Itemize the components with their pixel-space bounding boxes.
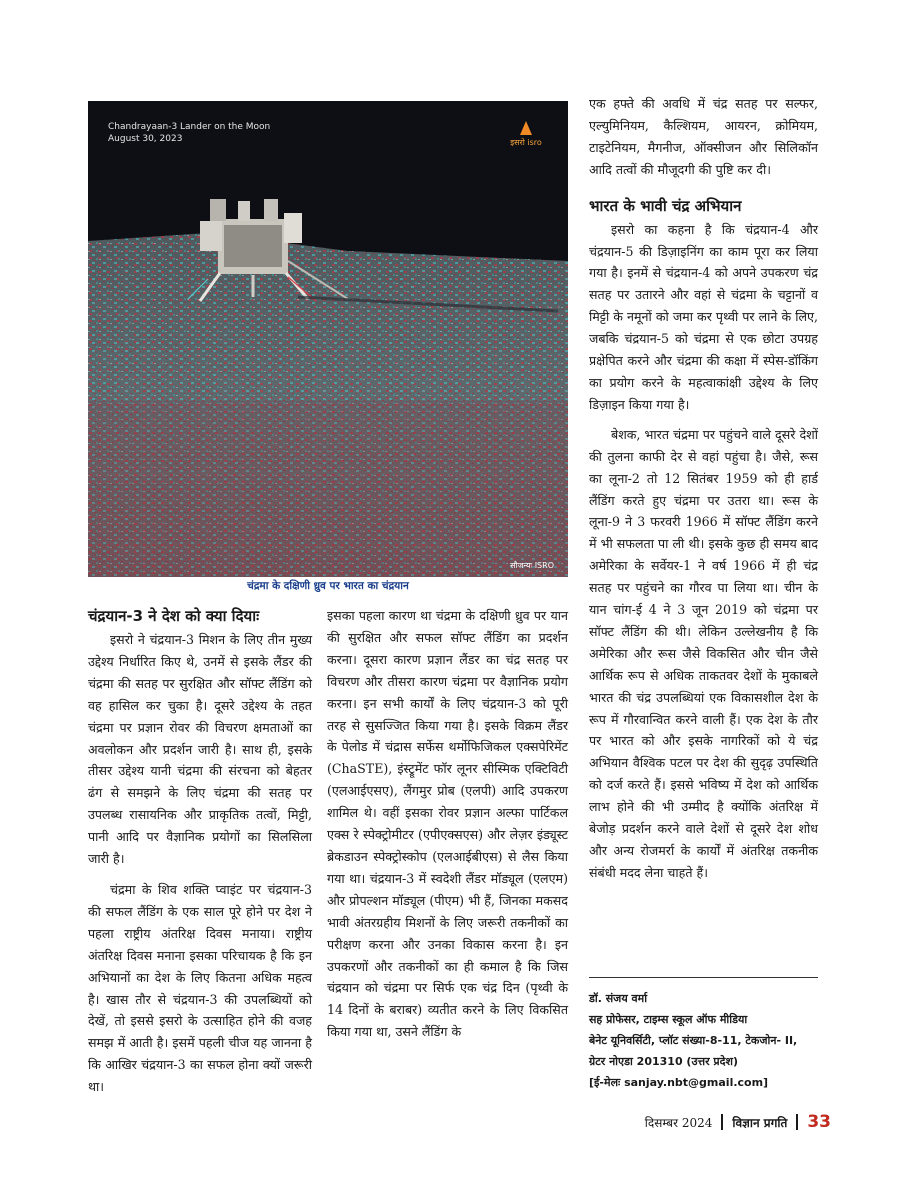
photo-credit: सौजन्यः ISRO: [510, 561, 554, 570]
footer-separator: [721, 1114, 723, 1130]
rocket-icon: [520, 121, 532, 135]
author-block: [589, 988, 829, 1093]
photo-title-line2: August 30, 2023: [108, 134, 183, 144]
paragraph: इसरो का कहना है कि चंद्रयान-4 और चंद्रयान-5 की डिज़ाइनिंग का काम पूरा कर लिया गया है। इनमें से चंद्रयान-4 को अपने उपकरण चंद्र सतह पर उतारने और वहां से चंद्रमा के चट्टानों व मिट्टी के नमूनों को जमा कर पृथ्वी पर लाने के लिए, जबकि चंद्रयान-5 को चंद्रमा से एक छोटा उपग्रह प्रक्षेपित करने और चंद्रमा की कक्षा में स्पेस-डॉकिंग का प्रयोग करने के महत्वाकांक्षी उद्देश्य के लिए डिज़ाइन किया गया है।: [589, 221, 818, 412]
footer-journal-name: विज्ञान प्रगति: [732, 1115, 788, 1130]
article-column-3: [589, 93, 818, 884]
footer-date: दिसम्बर 2024: [644, 1115, 713, 1130]
lander-photo-graphic: [88, 101, 568, 577]
author-address-1: बेनेट यूनिवर्सिटी, प्लॉट संख्या-8-11, टेकजोन- II,: [589, 1034, 798, 1047]
author-divider: [589, 977, 818, 978]
footer-separator: [796, 1114, 798, 1130]
isro-logo-text: इसरो isro: [510, 138, 542, 147]
paragraph: बेशक, भारत चंद्रमा पर पहुंचने वाले दूसरे देशों की तुलना काफी देर से वहां पहुंचा है। जैसे, रूस का लूना-2 तो 12 सितंबर 1959 को ही हार्ड लैंडिंग करते हुए चंद्रमा पर उतरा था। रूस के लूना-9 ने 3 फरवरी 1966 में सॉफ्ट लैंडिंग करने में भी सफलता पा ली थी। इसके कुछ ही समय बाद अमेरिका के सर्वेयर-1 ने वर्ष 1966 में ही चंद्र सतह पर पहुंचने का गौरव पा लिया था। चीन के यान चांग-ई 4 ने 3 जून 2019 को चंद्रमा पर सॉफ्ट लैंडिंग की थी। लेकिन उल्लेखनीय है कि अमेरिका और रूस जैसे विकसित और चीन जैसे आर्थिक रूप से अधिक ताकतवर देशों के मुकाबले भारत की चंद्र उपलब्धियां एक विकासशील देश के रूप में गौरवान्वित करने वाली हैं। एक देश के तौर पर भारत को और इसके नागरिकों को ये चंद्र अभियान वैश्विक पटल पर देश की सुदृढ़ उपस्थिति को दर्ज करते हैं। इससे भविष्य में देश को आर्थिक लाभ होने की भी उम्मीद है क्योंकि अंतरिक्ष में बेजोड़ प्रदर्शन करने वाले देशों से दूसरे देश शोध और अन्य रोजमर्रा के कार्यों में अंतरिक्ष तकनीक संबंधी मदद लेना चाहते हैं।: [589, 426, 818, 880]
author-name: डॉ. संजय वर्मा: [589, 992, 648, 1005]
page-number: 33: [807, 1112, 831, 1132]
article-column-2: [327, 605, 568, 1043]
lander-photo: [88, 101, 568, 577]
photo-title: [108, 121, 270, 145]
article-column-1: [88, 605, 312, 1098]
paragraph: इसका पहला कारण था चंद्रमा के दक्षिणी ध्रुव पर यान की सुरक्षित और सफल सॉफ्ट लैंडिंग का प्रदर्शन करना। दूसरा कारण प्रज्ञान लैंडर का चंद्र सतह पर विचरण और तीसरा कारण चंद्रमा पर वैज्ञानिक प्रयोग करना। इन सभी कार्यों के लिए चंद्रयान-3 को पूरी तरह से सुसज्जित किया गया है। इसके विक्रम लैंडर के पेलोड में चंद्रास सर्फेस थर्मोफिजिकल एक्सपेरिमेंट (ChaSTE), इंस्ट्रूमेंट फॉर लूनर सीस्मिक एक्टिविटी (एलआईएसए), लैंगमुर प्रोब (एलपी) आदि उपकरण शामिल थे। वहीं इसका रोवर प्रज्ञान अल्फा पार्टिकल एक्स रे स्पेक्ट्रोमीटर (एपीएक्सएस) और लेज़र इंड्यूस्ट ब्रेकडाउन स्पेक्ट्रोस्कोप (एलआईबीएस) से लैस किया गया था। चंद्रयान-3 में स्वदेशी लैंडर मॉड्यूल (एलएम) और प्रोपल्शन मॉड्यूल (पीएम) भी हैं, जिनका मकसद भावी अंतरग्रहीय मिशनों के लिए जरूरी तकनीकों का परीक्षण करना और उनका विकास करना है। इन उपकरणों और तकनीकों का ही कमाल है कि जिस चंद्रयान को चंद्रमा पर सिर्फ एक चंद्र दिन (पृथ्वी के 14 दिनों के बराबर) व्यतीत करने के लिए विकसित किया गया था, उसने लैंडिंग के: [327, 608, 568, 1040]
section-heading-2: भारत के भावी चंद्र अभियान: [589, 196, 742, 215]
photo-caption: चंद्रमा के दक्षिणी ध्रुव पर भारत का चंद्रयान: [247, 580, 409, 592]
author-address-2: ग्रेटर नोएडा 201310 (उत्तर प्रदेश): [589, 1055, 739, 1068]
photo-title-line1: Chandrayaan-3 Lander on the Moon: [108, 122, 271, 132]
section-heading-1: चंद्रयान-3 ने देश को क्या दियाः: [88, 607, 260, 625]
paragraph: चंद्रमा के शिव शक्ति प्वाइंट पर चंद्रयान-3 की सफल लैंडिंग के एक साल पूरे होने पर देश ने पहला राष्ट्रीय अंतरिक्ष दिवस मनाया। राष्ट्रीय अंतरिक्ष दिवस मनाना इसका परिचायक है कि इन अभियानों का देश के लिए कितना अधिक महत्व है। खास तौर से चंद्रयान-3 की उपलब्धियों को देखें, तो इससे इसरो के उत्साहित होने की वजह समझ में आती है। इसमें पहली चीज यह जानना है कि आखिर चंद्रयान-3 का सफल होना क्यों जरूरी था।: [88, 881, 312, 1095]
isro-logo: [500, 121, 552, 148]
paragraph: एक हफ्ते की अवधि में चंद्र सतह पर सल्फर, एल्युमिनियम, कैल्शियम, आयरन, क्रोमियम, टाइटेनियम, मैगनीज, ऑक्सीजन और सिलिकॉन आदि तत्वों की मौजूदगी की पुष्टि कर दी।: [589, 96, 818, 177]
paragraph: इसरो ने चंद्रयान-3 मिशन के लिए तीन मुख्य उद्देश्य निर्धारित किए थे, उनमें से इसके लैंडर की चंद्रमा की सतह पर सुरक्षित और सॉफ्ट लैंडिंग को वह हासिल कर चुका है। दूसरे उद्देश्य के तहत चंद्रमा पर प्रज्ञान रोवर की विचरण क्षमताओं का अवलोकन और प्रदर्शन जारी है। साथ ही, इसके तीसर उद्देश्य यानी चंद्रमा की संरचना को बेहतर ढंग से समझने के लिए चंद्रमा की सतह पर उपलब्ध रासायनिक और प्राकृतिक तत्वों, मिट्टी, पानी आदि पर वैज्ञानिक प्रयोगों का सिलसिला जारी है।: [88, 632, 312, 867]
page-footer: [645, 1112, 831, 1132]
author-designation: सह प्रोफेसर, टाइम्स स्कूल ऑफ मीडिया: [589, 1013, 748, 1026]
author-email[interactable]: [ई-मेलः sanjay.nbt@gmail.com]: [589, 1076, 769, 1089]
